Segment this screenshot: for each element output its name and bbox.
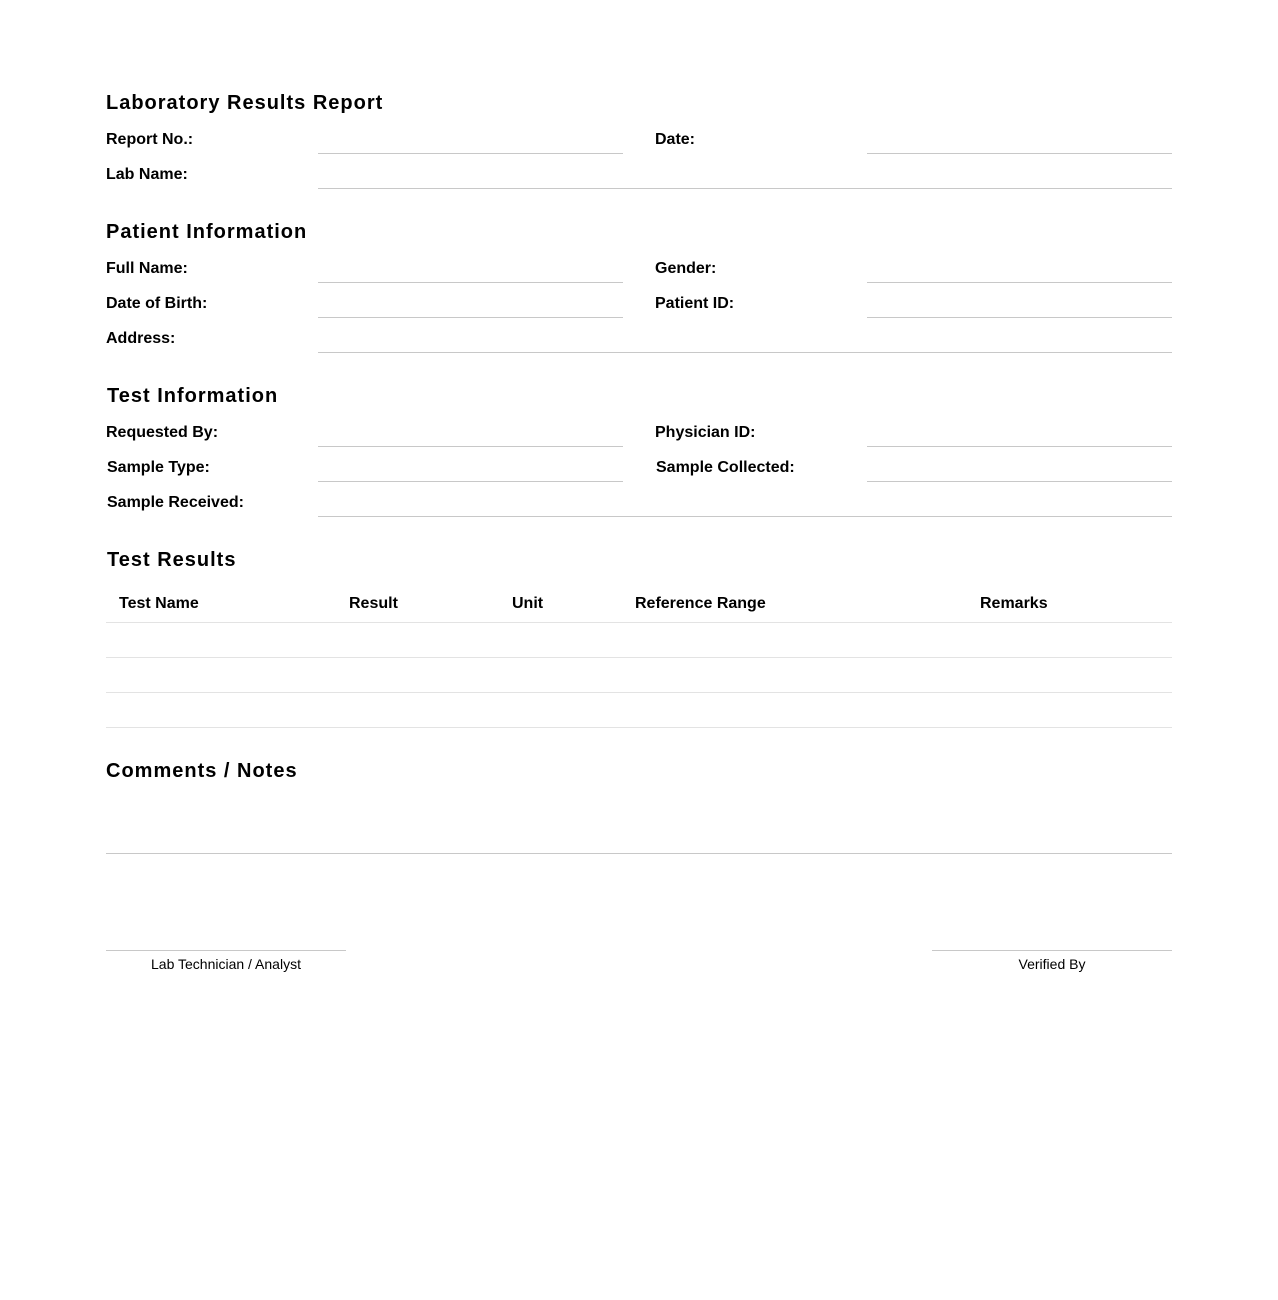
address-field[interactable] — [318, 352, 1172, 353]
patient-id-label: Patient ID: — [655, 295, 735, 312]
column-header-test-name: Test Name — [119, 595, 199, 612]
comments-field[interactable] — [106, 853, 1172, 854]
table-row[interactable] — [106, 657, 1172, 658]
table-header-divider — [106, 622, 1172, 623]
verifier-signature-label: Verified By — [1018, 956, 1086, 972]
table-row[interactable] — [106, 727, 1172, 728]
sample-collected-label: Sample Collected: — [656, 459, 795, 476]
full-name-label: Full Name: — [106, 260, 188, 277]
results-section-title: Test Results — [107, 549, 237, 571]
lab-name-field[interactable] — [318, 188, 1172, 189]
date-field[interactable] — [867, 153, 1172, 154]
full-name-field[interactable] — [318, 282, 623, 283]
column-header-remarks: Remarks — [980, 595, 1048, 612]
patient-section-title: Patient Information — [106, 221, 308, 243]
column-header-unit: Unit — [512, 595, 544, 612]
technician-signature-line[interactable] — [106, 950, 346, 951]
address-label: Address: — [106, 330, 176, 347]
report-no-label: Report No.: — [106, 131, 194, 148]
technician-signature-label: Lab Technician / Analyst — [151, 956, 301, 972]
comments-section-title: Comments / Notes — [106, 760, 298, 782]
column-header-result: Result — [349, 595, 398, 612]
patient-id-field[interactable] — [867, 317, 1172, 318]
report-title: Laboratory Results Report — [106, 92, 384, 114]
requested-by-field[interactable] — [318, 446, 623, 447]
sample-collected-field[interactable] — [867, 481, 1172, 482]
column-header-reference-range: Reference Range — [635, 595, 766, 612]
table-row[interactable] — [106, 692, 1172, 693]
dob-field[interactable] — [318, 317, 623, 318]
test-info-section-title: Test Information — [107, 385, 279, 407]
gender-field[interactable] — [867, 282, 1172, 283]
physician-id-label: Physician ID: — [655, 424, 756, 441]
requested-by-label: Requested By: — [106, 424, 219, 441]
verifier-signature-line[interactable] — [932, 950, 1172, 951]
sample-received-label: Sample Received: — [107, 494, 244, 511]
sample-type-field[interactable] — [318, 481, 623, 482]
date-label: Date: — [655, 131, 696, 148]
sample-received-field[interactable] — [318, 516, 1172, 517]
lab-name-label: Lab Name: — [106, 166, 188, 183]
physician-id-field[interactable] — [867, 446, 1172, 447]
dob-label: Date of Birth: — [106, 295, 208, 312]
report-no-field[interactable] — [318, 153, 623, 154]
sample-type-label: Sample Type: — [107, 459, 210, 476]
gender-label: Gender: — [655, 260, 717, 277]
